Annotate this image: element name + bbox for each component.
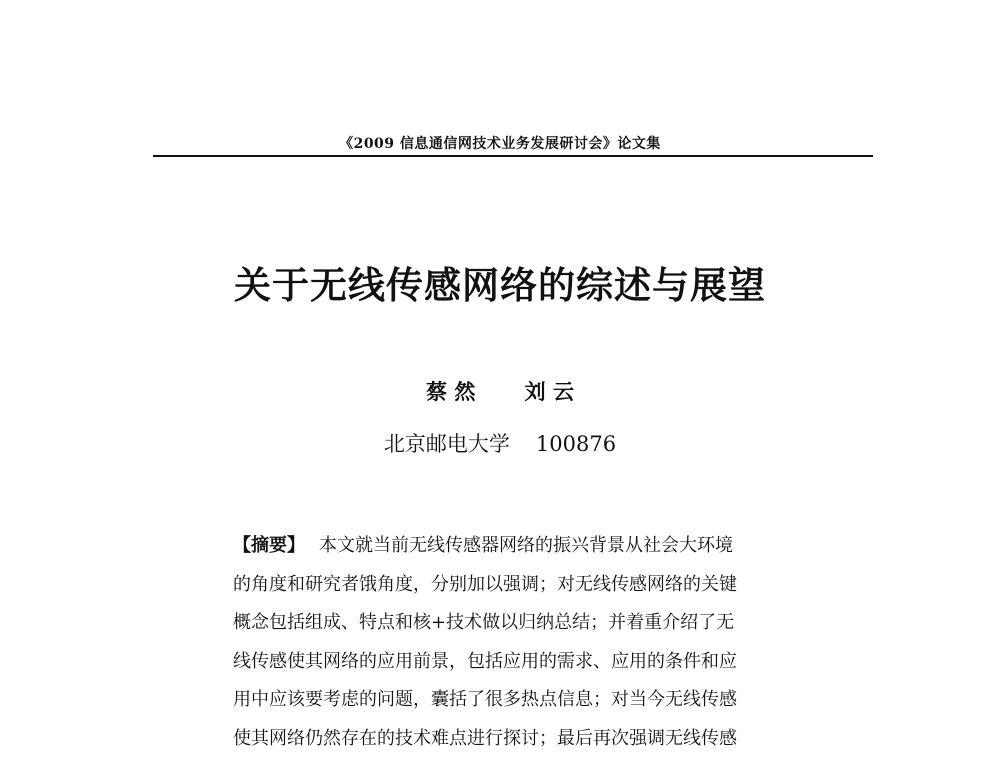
affiliation-name: 北京邮电大学	[383, 432, 510, 456]
abstract-line-text: 本文就当前无线传感器网络的振兴背景从社会大环境	[319, 535, 733, 556]
author-list	[0, 376, 1000, 406]
abstract-line: 线传感使其网络的应用前景，包括应用的需求、应用的条件和应	[233, 650, 737, 672]
affiliation	[0, 428, 1000, 458]
abstract	[233, 527, 805, 758]
abstract-line: 的角度和研究者饿角度，分别加以强调；对无线传感网络的关键	[233, 573, 737, 595]
author-name: 蔡 然	[426, 379, 476, 404]
postcode: 100876	[535, 432, 617, 456]
abstract-line: 用中应该要考虑的问题，囊括了很多热点信息；对当今无线传感	[233, 689, 737, 710]
running-header: 《2009 信息通信网技术业务发展研讨会》论文集	[339, 136, 661, 152]
paper-title: 关于无线传感网络的综述与展望	[234, 263, 766, 307]
abstract-line	[233, 527, 805, 566]
header-rule	[153, 155, 873, 157]
abstract-line: 使其网络仍然存在的技术难点进行探讨；最后再次强调无线传感	[233, 727, 737, 749]
abstract-label: 【摘要】	[233, 535, 305, 556]
abstract-line: 概念包括组成、特点和核+技术做以归纳总结；并着重介绍了无	[233, 612, 735, 633]
author-name: 刘 云	[524, 379, 574, 404]
